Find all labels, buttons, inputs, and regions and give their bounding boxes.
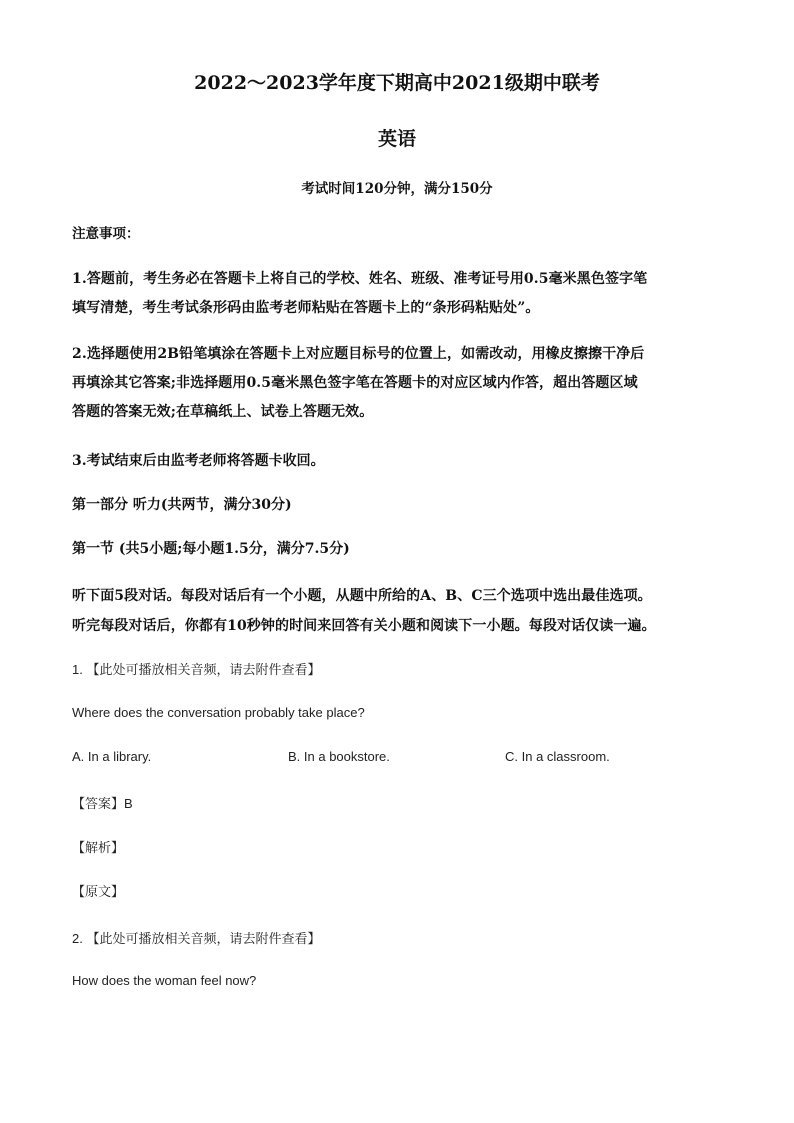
q1-audio-note: 1. 【此处可播放相关音频，请去附件查看】 (72, 662, 321, 677)
q2-audio-note: 2. 【此处可播放相关音频，请去附件查看】 (72, 931, 321, 946)
q1-answer (72, 793, 133, 812)
section-part-1: 第一部分 听力(共两节，满分30分) (72, 497, 292, 513)
answer-value: B (124, 796, 133, 811)
notice-item-1-line-1: 1.答题前，考生务必在答题卡上将自己的学校、姓名、班级、准考证号用0.5毫米黑色签字笔 (72, 271, 648, 287)
q2-prompt: How does the woman feel now? (72, 973, 257, 988)
notice-item-1 (72, 265, 726, 323)
q1-original-label: 【原文】 (72, 884, 125, 899)
q1-option-b: B. In a bookstore. (288, 749, 390, 764)
q1-option-c: C. In a classroom. (505, 749, 610, 764)
exam-info: 考试时间120分钟，满分150分 (301, 181, 493, 197)
notice-item-2-line-3: 答题的答案无效;在草稿纸上、试卷上答题无效。 (72, 404, 374, 420)
notice-item-2-line-2: 再填涂其它答案;非选择题用0.5毫米黑色签字笔在答题卡的对应区域内作答，超出答题区域 (72, 375, 638, 391)
exam-title: 2022～2023学年度下期高中2021级期中联考 (194, 72, 600, 94)
answer-label: 【答案】 (72, 796, 125, 811)
q1-analysis-label: 【解析】 (72, 840, 125, 855)
q1-option-a: A. In a library. (72, 749, 152, 764)
instruction-line-1: 听下面5段对话。每段对话后有一个小题，从题中所给的A、B、C三个选项中选出最佳选项。 (72, 588, 652, 604)
q1-prompt: Where does the conversation probably take place? (72, 705, 365, 720)
subject-title: 英语 (377, 128, 416, 150)
notice-item-1-line-2: 填写清楚，考生考试条形码由监考老师粘贴在答题卡上的“条形码粘贴处”。 (72, 300, 540, 316)
instruction-line-2: 听完每段对话后，你都有10秒钟的时间来回答有关小题和阅读下一小题。每段对话仅读一遍。 (72, 618, 656, 634)
notice-item-2-line-1: 2.选择题使用2B铅笔填涂在答题卡上对应题目标号的位置上，如需改动，用橡皮擦擦干净后 (72, 346, 645, 362)
notice-item-2 (72, 340, 726, 427)
notice-item-3: 3.考试结束后由监考老师将答题卡收回。 (72, 453, 325, 469)
section-instruction (72, 581, 726, 641)
notice-heading: 注意事项： (72, 226, 140, 242)
section-sub-1: 第一节 (共5小题;每小题1.5分，满分7.5分) (72, 541, 350, 557)
